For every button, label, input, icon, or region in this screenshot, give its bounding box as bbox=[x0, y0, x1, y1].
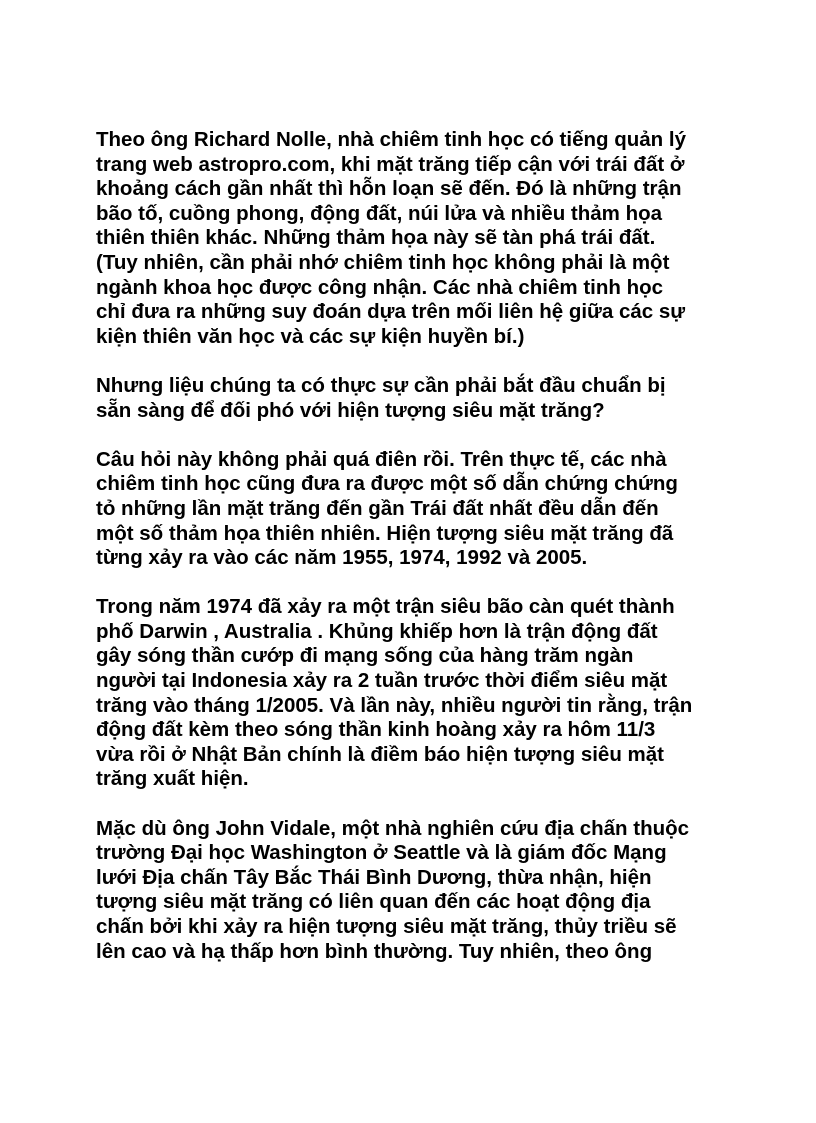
text-line: thiên thiên khác. Những thảm họa này sẽ tàn phá trái đất. bbox=[96, 226, 656, 250]
text-line: chấn bởi khi xảy ra hiện tượng siêu mặt trăng, thủy triều sẽ bbox=[96, 915, 677, 938]
text-line: một số thảm họa thiên nhiên. Hiện tượng siêu mặt trăng đã bbox=[96, 521, 674, 545]
text-line: Mặc dù ông John Vidale, một nhà nghiên cứu địa chấn thuộc bbox=[96, 816, 690, 840]
text-line: Câu hỏi này không phải quá điên rồi. Trên thực tế, các nhà bbox=[96, 447, 667, 471]
text-line: gây sóng thần cướp đi mạng sống của hàng trăm ngàn bbox=[96, 644, 634, 668]
text-line: động đất kèm theo sóng thần kinh hoàng xảy ra hôm 11/3 bbox=[96, 718, 656, 742]
text-line: chỉ đưa ra những suy đoán dựa trên mối liên hệ giữa các sự bbox=[96, 300, 686, 324]
text-line: vừa rồi ở Nhật Bản chính là điềm báo hiện tượng siêu mặt bbox=[96, 742, 665, 766]
paragraph-answer bbox=[96, 448, 736, 571]
paragraph-richard-nolle bbox=[96, 128, 736, 349]
text-line: tượng siêu mặt trăng có liên quan đến các hoạt động địa bbox=[96, 890, 651, 914]
text-line: trường Đại học Washington ở Seattle và là giám đốc Mạng bbox=[96, 841, 667, 865]
text-line: lên cao và hạ thấp hơn bình thường. Tuy nhiên, theo ông bbox=[96, 939, 653, 963]
text-line: Nhưng liệu chúng ta có thực sự cần phải bắt đầu chuẩn bị bbox=[96, 373, 666, 397]
text-line: bão tố, cuồng phong, động đất, núi lửa và nhiều thảm họa bbox=[96, 201, 663, 225]
text-line: kiện thiên văn học và các sự kiện huyền bí.) bbox=[96, 324, 525, 348]
text-line: Theo ông Richard Nolle, nhà chiêm tinh học có tiếng quản lý bbox=[96, 128, 686, 151]
paragraph-1974-events bbox=[96, 595, 736, 792]
text-line: sẵn sàng để đối phó với hiện tượng siêu mặt trăng? bbox=[96, 398, 605, 422]
paragraph-question bbox=[96, 374, 736, 423]
text-line: trăng vào tháng 1/2005. Và lần này, nhiều người tin rằng, trận bbox=[96, 693, 693, 717]
text-line: từng xảy ra vào các năm 1955, 1974, 1992 và 2005. bbox=[96, 546, 588, 570]
text-line: (Tuy nhiên, cần phải nhớ chiêm tinh học không phải là một bbox=[96, 250, 670, 274]
text-line: người tại Indonesia xảy ra 2 tuần trước thời điểm siêu mặt bbox=[96, 669, 668, 693]
text-line: trang web astropro.com, khi mặt trăng tiếp cận với trái đất ở bbox=[96, 152, 685, 176]
text-line: phố Darwin , Australia . Khủng khiếp hơn là trận động đất bbox=[96, 619, 658, 643]
text-line: Trong năm 1974 đã xảy ra một trận siêu bão càn quét thành bbox=[96, 595, 675, 619]
text-line: ngành khoa học được công nhận. Các nhà chiêm tinh học bbox=[96, 275, 664, 299]
document-page bbox=[96, 128, 736, 989]
text-line: chiêm tinh học cũng đưa ra được một số dẫn chứng chứng bbox=[96, 472, 678, 496]
text-line: khoảng cách gần nhất thì hỗn loạn sẽ đến. Đó là những trận bbox=[96, 177, 682, 201]
paragraph-john-vidale bbox=[96, 817, 736, 965]
text-line: tỏ những lần mặt trăng đến gần Trái đất nhất đều dẫn đến bbox=[96, 496, 659, 520]
text-line: lưới Địa chấn Tây Bắc Thái Bình Dương, thừa nhận, hiện bbox=[96, 865, 652, 889]
text-line: trăng xuất hiện. bbox=[96, 767, 249, 791]
